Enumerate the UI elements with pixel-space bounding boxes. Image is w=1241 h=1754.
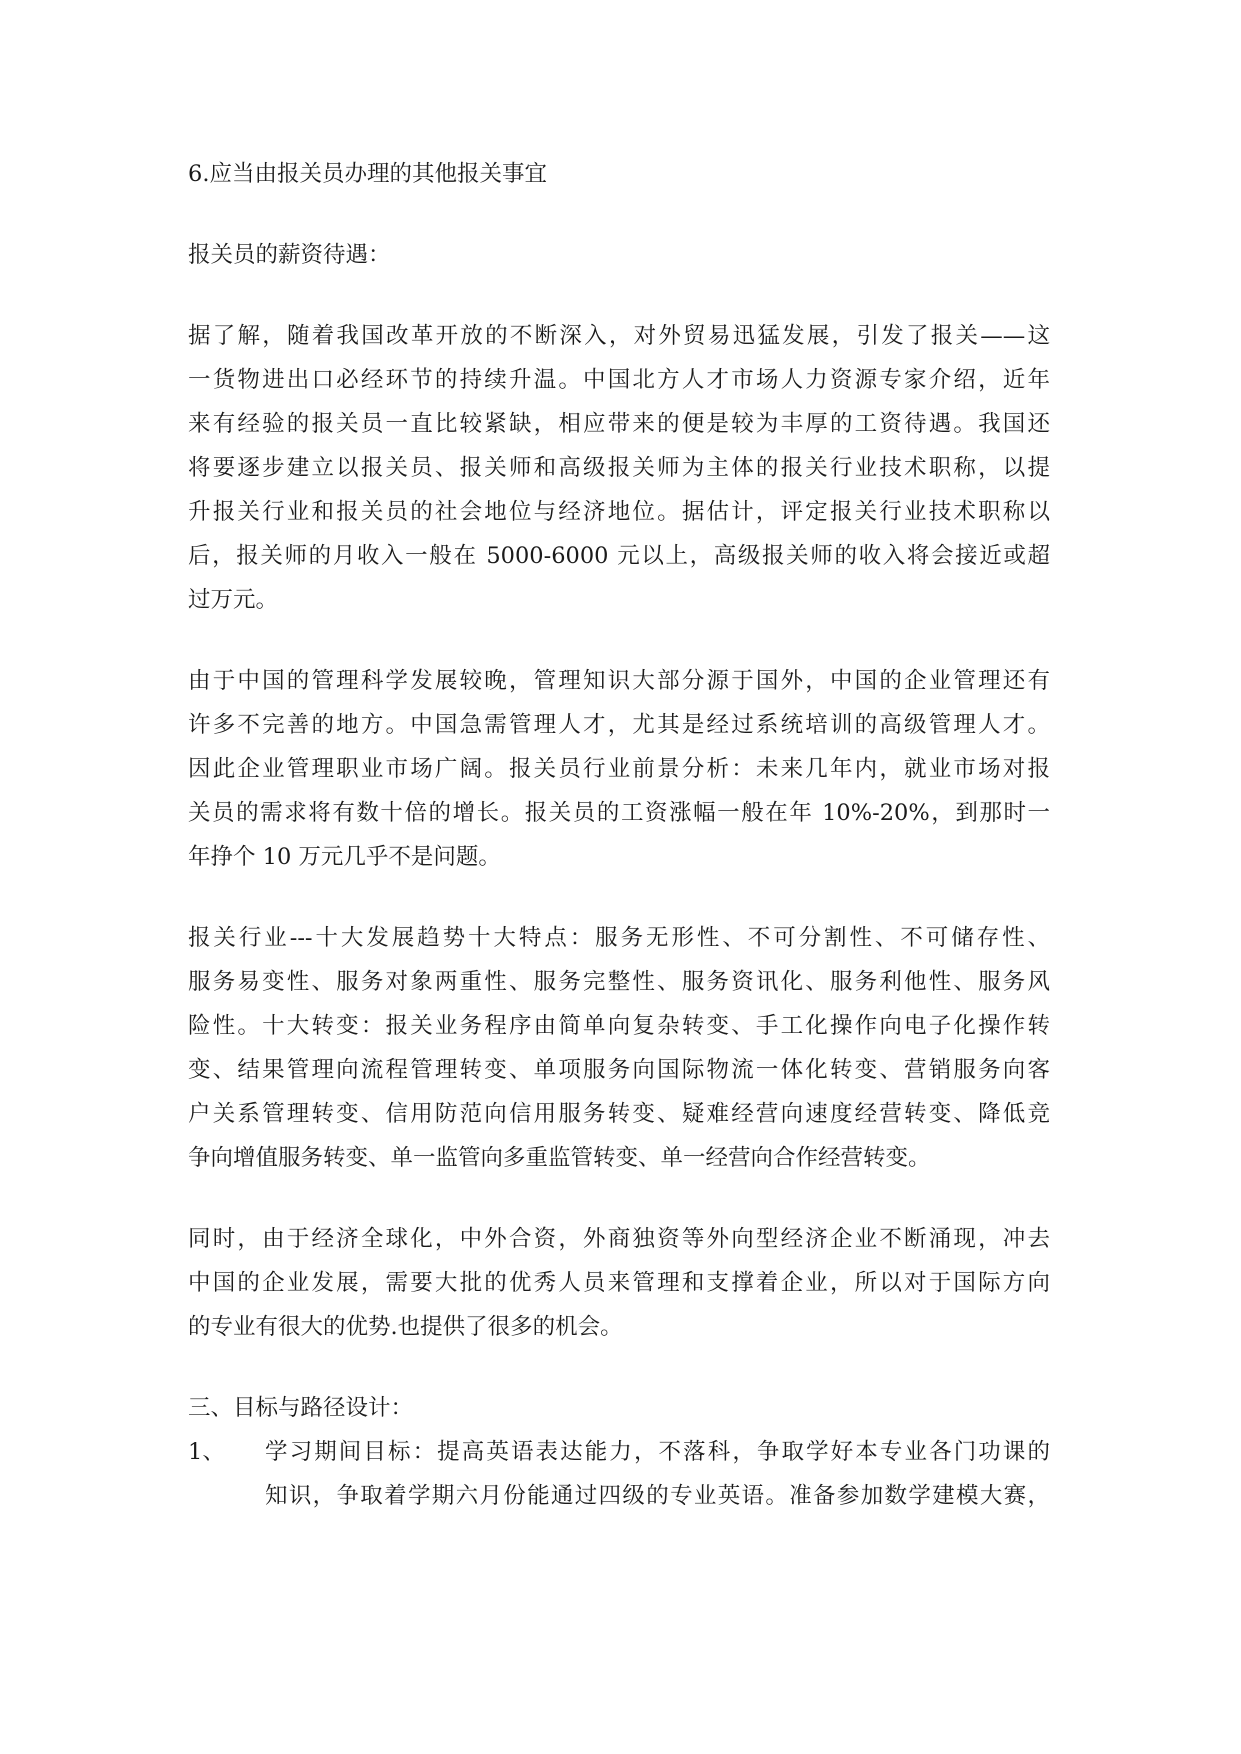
management-line: 因此企业管理职业市场广阔。报关员行业前景分析：未来几年内，就业市场对报 bbox=[188, 756, 1050, 782]
salary-line: 过万元。 bbox=[188, 587, 279, 613]
item-6-text: 6.应当由报关员办理的其他报关事宜 bbox=[188, 161, 547, 187]
list-item-body bbox=[265, 1430, 1050, 1518]
management-line: 年挣个 10 万元几乎不是问题。 bbox=[188, 844, 501, 870]
section-3-heading-paragraph bbox=[188, 1386, 1050, 1430]
trends-paragraph bbox=[188, 916, 1050, 1180]
trends-line: 险性。十大转变：报关业务程序由简单向复杂转变、手工化操作向电子化操作转 bbox=[188, 1013, 1050, 1039]
salary-heading-paragraph bbox=[188, 233, 1050, 277]
management-paragraph bbox=[188, 659, 1050, 879]
globalization-line: 的专业有很大的优势.也提供了很多的机会。 bbox=[188, 1314, 623, 1340]
list-item-number: 1、 bbox=[188, 1439, 225, 1465]
trends-line: 服务易变性、服务对象两重性、服务完整性、服务资讯化、服务利他性、服务风 bbox=[188, 969, 1050, 995]
globalization-line: 同时，由于经济全球化，中外合资，外商独资等外向型经济企业不断涌现，冲去 bbox=[188, 1226, 1050, 1252]
item-6-paragraph bbox=[188, 152, 1050, 196]
management-line: 关员的需求将有数十倍的增长。报关员的工资涨幅一般在年 10%-20%，到那时一 bbox=[188, 800, 1050, 826]
list-item-line: 知识，争取着学期六月份能通过四级的专业英语。准备参加数学建模大赛， bbox=[265, 1483, 1050, 1509]
salary-line: 来有经验的报关员一直比较紧缺，相应带来的便是较为丰厚的工资待遇。我国还 bbox=[188, 411, 1050, 437]
management-line: 由于中国的管理科学发展较晚，管理知识大部分源于国外，中国的企业管理还有 bbox=[188, 668, 1050, 694]
salary-heading: 报关员的薪资待遇： bbox=[188, 242, 391, 268]
section-3-heading: 三、目标与路径设计： bbox=[188, 1395, 414, 1421]
globalization-paragraph bbox=[188, 1217, 1050, 1349]
salary-line: 将要逐步建立以报关员、报关师和高级报关师为主体的报关行业技术职称，以提 bbox=[188, 455, 1050, 481]
salary-line: 据了解，随着我国改革开放的不断深入，对外贸易迅猛发展，引发了报关——这 bbox=[188, 323, 1050, 349]
trends-line: 变、结果管理向流程管理转变、单项服务向国际物流一体化转变、营销服务向客 bbox=[188, 1057, 1050, 1083]
list-item bbox=[188, 1430, 1050, 1518]
list-item-line: 学习期间目标：提高英语表达能力，不落科，争取学好本专业各门功课的 bbox=[265, 1439, 1050, 1465]
document-body bbox=[188, 152, 1050, 1518]
trends-line: 报关行业---十大发展趋势十大特点：服务无形性、不可分割性、不可储存性、 bbox=[188, 925, 1050, 951]
management-line: 许多不完善的地方。中国急需管理人才，尤其是经过系统培训的高级管理人才。 bbox=[188, 712, 1050, 738]
globalization-line: 中国的企业发展，需要大批的优秀人员来管理和支撑着企业，所以对于国际方向 bbox=[188, 1270, 1050, 1296]
trends-line: 争向增值服务转变、单一监管向多重监管转变、单一经营向合作经营转变。 bbox=[188, 1145, 931, 1171]
salary-line: 一货物进出口必经环节的持续升温。中国北方人才市场人力资源专家介绍，近年 bbox=[188, 367, 1050, 393]
salary-line: 后，报关师的月收入一般在 5000-6000 元以上，高级报关师的收入将会接近或超 bbox=[188, 543, 1050, 569]
salary-line: 升报关行业和报关员的社会地位与经济地位。据估计，评定报关行业技术职称以 bbox=[188, 499, 1050, 525]
salary-paragraph bbox=[188, 314, 1050, 622]
trends-line: 户关系管理转变、信用防范向信用服务转变、疑难经营向速度经营转变、降低竞 bbox=[188, 1101, 1050, 1127]
